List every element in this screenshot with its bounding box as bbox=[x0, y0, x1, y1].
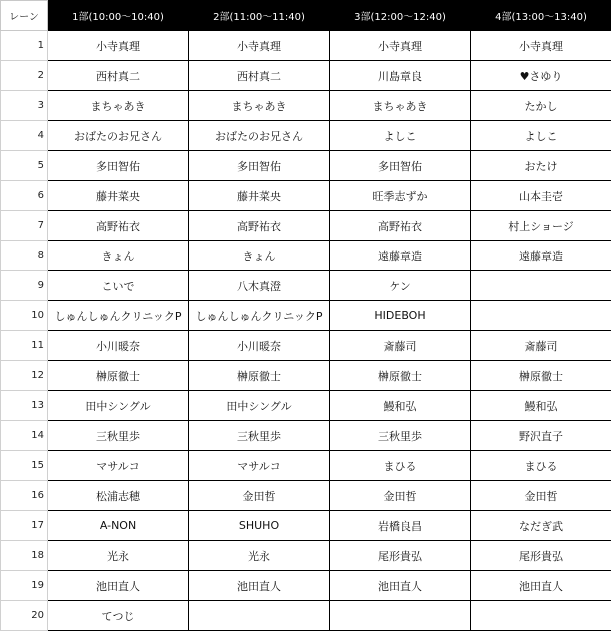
part-4-header[interactable]: 4部(13:00～13:40) bbox=[471, 1, 611, 31]
schedule-cell[interactable]: おばたのお兄さん bbox=[189, 121, 330, 151]
schedule-cell[interactable]: よしこ bbox=[471, 121, 611, 151]
table-row bbox=[1, 91, 611, 121]
schedule-cell[interactable]: 池田直人 bbox=[189, 571, 330, 601]
schedule-cell[interactable]: SHUHO bbox=[189, 511, 330, 541]
schedule-cell[interactable]: まちゃあき bbox=[189, 91, 330, 121]
table-row bbox=[1, 31, 611, 61]
schedule-cell[interactable]: 池田直人 bbox=[330, 571, 471, 601]
table-row bbox=[1, 331, 611, 361]
schedule-cell[interactable]: 高野祐衣 bbox=[189, 211, 330, 241]
schedule-cell[interactable]: 多田智佑 bbox=[48, 151, 189, 181]
lane-number[interactable]: 9 bbox=[1, 271, 48, 301]
table-row bbox=[1, 151, 611, 181]
schedule-cell[interactable]: マサルコ bbox=[189, 451, 330, 481]
lane-number[interactable]: 16 bbox=[1, 481, 48, 511]
schedule-cell[interactable]: きょん bbox=[48, 241, 189, 271]
table-row bbox=[1, 421, 611, 451]
lane-number[interactable]: 7 bbox=[1, 211, 48, 241]
schedule-cell[interactable]: 鰻和弘 bbox=[330, 391, 471, 421]
table-row bbox=[1, 181, 611, 211]
table-row bbox=[1, 241, 611, 271]
lane-number[interactable]: 18 bbox=[1, 541, 48, 571]
schedule-cell[interactable]: HIDEBOH bbox=[330, 301, 471, 331]
part-2-header[interactable]: 2部(11:00～11:40) bbox=[189, 1, 330, 31]
schedule-cell[interactable]: 尾形貴弘 bbox=[330, 541, 471, 571]
table-row bbox=[1, 541, 611, 571]
schedule-cell[interactable]: 榊原徹士 bbox=[48, 361, 189, 391]
schedule-cell[interactable]: 三秋里歩 bbox=[189, 421, 330, 451]
table-row bbox=[1, 301, 611, 331]
schedule-cell[interactable]: 西村真二 bbox=[48, 61, 189, 91]
lane-number[interactable]: 17 bbox=[1, 511, 48, 541]
schedule-cell[interactable]: 小川暖奈 bbox=[48, 331, 189, 361]
schedule-cell[interactable]: なだぎ武 bbox=[471, 511, 611, 541]
schedule-cell[interactable]: 小寺真理 bbox=[48, 31, 189, 61]
lane-number[interactable]: 15 bbox=[1, 451, 48, 481]
table-row bbox=[1, 451, 611, 481]
lane-number[interactable]: 6 bbox=[1, 181, 48, 211]
schedule-cell[interactable]: こいで bbox=[48, 271, 189, 301]
schedule-cell[interactable]: 西村真二 bbox=[189, 61, 330, 91]
lane-column-header[interactable]: レーン bbox=[1, 1, 48, 31]
table-row bbox=[1, 211, 611, 241]
schedule-cell[interactable]: 榊原徹士 bbox=[471, 361, 611, 391]
table-row bbox=[1, 571, 611, 601]
schedule-cell[interactable]: 鰻和弘 bbox=[471, 391, 611, 421]
lane-number[interactable]: 1 bbox=[1, 31, 48, 61]
table-row bbox=[1, 511, 611, 541]
lane-number[interactable]: 13 bbox=[1, 391, 48, 421]
schedule-cell[interactable]: 松浦志穂 bbox=[48, 481, 189, 511]
schedule-cell[interactable]: 小寺真理 bbox=[471, 31, 611, 61]
table-row bbox=[1, 271, 611, 301]
lane-number[interactable]: 11 bbox=[1, 331, 48, 361]
schedule-cell[interactable]: 藤井菜央 bbox=[189, 181, 330, 211]
schedule-cell[interactable]: 斎藤司 bbox=[330, 331, 471, 361]
schedule-cell[interactable]: ♥さゆり bbox=[471, 61, 611, 91]
schedule-cell[interactable]: まちゃあき bbox=[48, 91, 189, 121]
schedule-cell[interactable]: たかし bbox=[471, 91, 611, 121]
part-3-header[interactable]: 3部(12:00～12:40) bbox=[330, 1, 471, 31]
schedule-cell[interactable] bbox=[471, 271, 611, 301]
schedule-cell[interactable]: 岩橋良昌 bbox=[330, 511, 471, 541]
schedule-cell[interactable]: 小川暖奈 bbox=[189, 331, 330, 361]
schedule-cell[interactable]: 八木真澄 bbox=[189, 271, 330, 301]
schedule-cell[interactable]: 旺季志ずか bbox=[330, 181, 471, 211]
lane-number[interactable]: 12 bbox=[1, 361, 48, 391]
part-1-header[interactable]: 1部(10:00～10:40) bbox=[48, 1, 189, 31]
table-row bbox=[1, 391, 611, 421]
schedule-cell[interactable]: 光永 bbox=[48, 541, 189, 571]
table-row bbox=[1, 481, 611, 511]
schedule-cell[interactable]: ケン bbox=[330, 271, 471, 301]
schedule-cell[interactable]: 藤井菜央 bbox=[48, 181, 189, 211]
schedule-cell[interactable]: 光永 bbox=[189, 541, 330, 571]
lane-number[interactable]: 14 bbox=[1, 421, 48, 451]
schedule-cell[interactable]: 小寺真理 bbox=[330, 31, 471, 61]
schedule-cell[interactable]: 三秋里歩 bbox=[330, 421, 471, 451]
schedule-cell[interactable]: 高野祐衣 bbox=[48, 211, 189, 241]
schedule-cell[interactable]: まひる bbox=[471, 451, 611, 481]
schedule-cell[interactable]: 川島章良 bbox=[330, 61, 471, 91]
lane-number[interactable]: 10 bbox=[1, 301, 48, 331]
schedule-cell[interactable]: 山本圭壱 bbox=[471, 181, 611, 211]
schedule-cell[interactable]: 野沢直子 bbox=[471, 421, 611, 451]
schedule-cell[interactable]: 三秋里歩 bbox=[48, 421, 189, 451]
schedule-cell[interactable]: まちゃあき bbox=[330, 91, 471, 121]
lane-number[interactable]: 19 bbox=[1, 571, 48, 601]
lane-number[interactable]: 4 bbox=[1, 121, 48, 151]
schedule-cell[interactable]: 榊原徹士 bbox=[330, 361, 471, 391]
table-row bbox=[1, 61, 611, 91]
schedule-cell[interactable] bbox=[471, 601, 611, 631]
header-row bbox=[1, 1, 611, 31]
schedule-cell[interactable]: 遠藤章造 bbox=[471, 241, 611, 271]
schedule-cell[interactable]: 榊原徹士 bbox=[189, 361, 330, 391]
schedule-cell[interactable]: 遠藤章造 bbox=[330, 241, 471, 271]
schedule-cell[interactable]: 池田直人 bbox=[48, 571, 189, 601]
schedule-cell[interactable]: おばたのお兄さん bbox=[48, 121, 189, 151]
schedule-cell[interactable]: 金田哲 bbox=[189, 481, 330, 511]
schedule-cell[interactable]: しゅんしゅんクリニックP bbox=[48, 301, 189, 331]
schedule-cell[interactable]: 多田智佑 bbox=[330, 151, 471, 181]
schedule-cell[interactable]: おたけ bbox=[471, 151, 611, 181]
schedule-cell[interactable]: 尾形貴弘 bbox=[471, 541, 611, 571]
schedule-cell[interactable]: よしこ bbox=[330, 121, 471, 151]
table-row bbox=[1, 601, 611, 631]
schedule-cell[interactable]: マサルコ bbox=[48, 451, 189, 481]
schedule-cell[interactable]: 池田直人 bbox=[471, 571, 611, 601]
schedule-cell[interactable]: 小寺真理 bbox=[189, 31, 330, 61]
schedule-cell[interactable]: 高野祐衣 bbox=[330, 211, 471, 241]
schedule-cell[interactable]: 多田智佑 bbox=[189, 151, 330, 181]
lane-number[interactable]: 2 bbox=[1, 61, 48, 91]
schedule-cell[interactable]: 田中シングル bbox=[48, 391, 189, 421]
schedule-cell[interactable]: 村上ショージ bbox=[471, 211, 611, 241]
schedule-cell[interactable] bbox=[471, 301, 611, 331]
schedule-cell[interactable]: きょん bbox=[189, 241, 330, 271]
schedule-cell[interactable]: てつじ bbox=[48, 601, 189, 631]
schedule-cell[interactable] bbox=[330, 601, 471, 631]
table-row bbox=[1, 121, 611, 151]
lane-number[interactable]: 20 bbox=[1, 601, 48, 631]
schedule-cell[interactable]: まひる bbox=[330, 451, 471, 481]
lane-number[interactable]: 5 bbox=[1, 151, 48, 181]
lane-number[interactable]: 8 bbox=[1, 241, 48, 271]
schedule-cell[interactable]: しゅんしゅんクリニックP bbox=[189, 301, 330, 331]
schedule-cell[interactable]: A-NON bbox=[48, 511, 189, 541]
lane-number[interactable]: 3 bbox=[1, 91, 48, 121]
schedule-cell[interactable]: 金田哲 bbox=[330, 481, 471, 511]
table-body bbox=[1, 31, 611, 631]
schedule-cell[interactable]: 金田哲 bbox=[471, 481, 611, 511]
schedule-cell[interactable] bbox=[189, 601, 330, 631]
schedule-cell[interactable]: 斎藤司 bbox=[471, 331, 611, 361]
schedule-cell[interactable]: 田中シングル bbox=[189, 391, 330, 421]
table-row bbox=[1, 361, 611, 391]
